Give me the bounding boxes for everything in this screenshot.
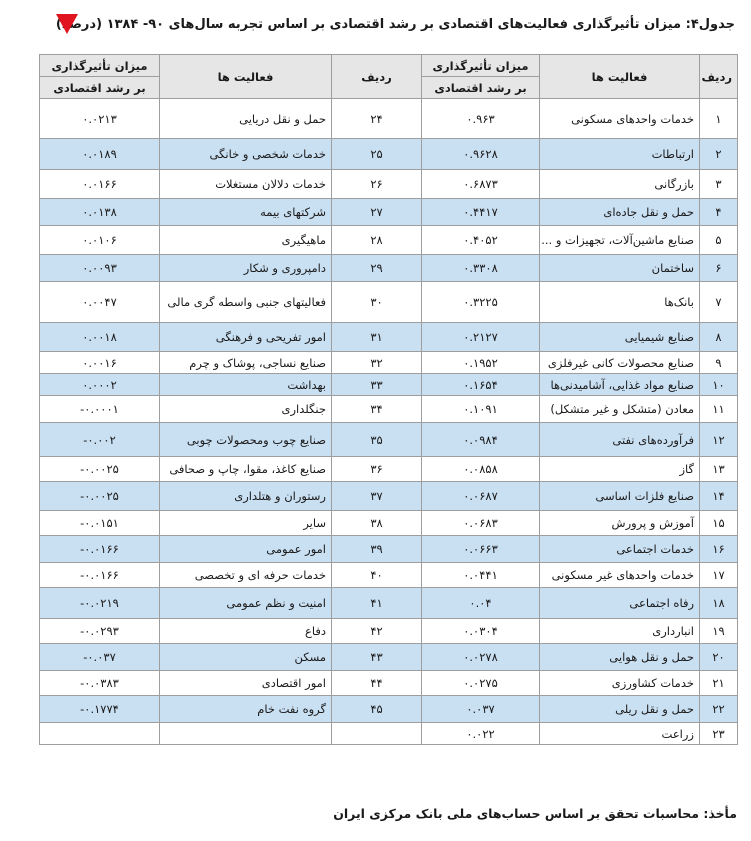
activity-left-cell: امنیت و نظم عمومی [160,588,332,619]
rank-left-cell: ۳۷ [332,482,422,511]
impact-left-cell: -۰.۰۰۰۱ [40,396,160,423]
rank-left-cell: ۴۴ [332,671,422,696]
rank-right-cell: ۵ [700,226,738,255]
activity-left-cell: امور اقتصادی [160,671,332,696]
rank-left-cell: ۳۴ [332,396,422,423]
activity-right-cell: صنایع فلزات اساسی [540,482,700,511]
impact-right-cell: ۰.۹۶۳ [422,99,540,139]
rank-right-cell: ۱۸ [700,588,738,619]
rank-right-cell: ۷ [700,282,738,323]
table-row [40,588,738,619]
impact-right-cell: ۰.۹۶۲۸ [422,139,540,170]
activity-left-cell: شرکتهای بیمه [160,199,332,226]
impact-left-cell: -۰.۱۷۷۴ [40,696,160,723]
impact-right-cell: ۰.۰۳۷ [422,696,540,723]
impact-left-cell: -۰.۰۳۸۳ [40,671,160,696]
activity-left-cell: گروه نفت خام [160,696,332,723]
activity-left-cell [160,723,332,745]
activity-left-cell: دفاع [160,619,332,644]
rank-left-cell: ۴۲ [332,619,422,644]
rank-right-cell: ۱۲ [700,423,738,457]
activity-left-cell: امور تفریحی و فرهنگی [160,323,332,352]
activity-right-cell: بانک‌ها [540,282,700,323]
header-impact-left-top: میزان تأثیرگذاری [40,55,160,77]
impact-right-cell: ۰.۱۰۹۱ [422,396,540,423]
activity-right-cell: حمل و نقل ریلی [540,696,700,723]
impact-left-cell: ۰.۰۱۶۶ [40,170,160,199]
table-row [40,536,738,563]
impact-right-cell: ۰.۱۹۵۲ [422,352,540,374]
impact-left-cell: ۰.۰۲۱۳ [40,99,160,139]
activity-left-cell: خدمات شخصی و خانگی [160,139,332,170]
impact-right-cell: ۰.۰۴ [422,588,540,619]
rank-left-cell: ۲۷ [332,199,422,226]
header-activity-left: فعالیت ها [160,55,332,99]
rank-left-cell: ۳۵ [332,423,422,457]
activity-right-cell: خدمات اجتماعی [540,536,700,563]
impact-right-cell: ۰.۲۱۲۷ [422,323,540,352]
impact-left-cell [40,723,160,745]
header-rank-right: ردیف [700,55,738,99]
rank-left-cell: ۴۳ [332,644,422,671]
rank-right-cell: ۴ [700,199,738,226]
impact-right-cell: ۰.۰۳۰۴ [422,619,540,644]
rank-left-cell: ۴۰ [332,563,422,588]
activity-right-cell: حمل و نقل هوایی [540,644,700,671]
activity-left-cell: حمل و نقل دریایی [160,99,332,139]
impact-right-cell: ۰.۰۶۶۳ [422,536,540,563]
activity-left-cell: مسکن [160,644,332,671]
activity-right-cell: حمل و نقل جاده‌ای [540,199,700,226]
header-impact-left-bottom: بر رشد اقتصادی [40,77,160,99]
activity-right-cell: معادن (متشکل و غیر متشکل) [540,396,700,423]
impact-table [39,54,738,745]
impact-left-cell: -۰.۰۲۹۳ [40,619,160,644]
activity-right-cell: زراعت [540,723,700,745]
activity-left-cell: صنایع چوب ومحصولات چوبی [160,423,332,457]
table-title: جدول۴: میزان تأثیرگذاری فعالیت‌های اقتصادی بر رشد اقتصادی بر اساس تجربه سال‌های ۹۰- ۱۳۸۴ (درصد) [55,17,735,32]
impact-right-cell: ۰.۳۲۲۵ [422,282,540,323]
rank-right-cell: ۲ [700,139,738,170]
activity-right-cell: آموزش و پرورش [540,511,700,536]
activity-right-cell: بازرگانی [540,170,700,199]
impact-left-cell: ۰.۰۱۳۸ [40,199,160,226]
impact-left-cell: ۰.۰۰۱۶ [40,352,160,374]
impact-left-cell: ۰.۰۱۰۶ [40,226,160,255]
table-row [40,696,738,723]
rank-right-cell: ۱۵ [700,511,738,536]
impact-right-cell: ۰.۰۲۷۵ [422,671,540,696]
header-impact-right-top: میزان تأثیرگذاری [422,55,540,77]
table-row [40,323,738,352]
activity-right-cell: گاز [540,457,700,482]
impact-right-cell: ۰.۴۴۱۷ [422,199,540,226]
activity-left-cell: جنگلداری [160,396,332,423]
table-row [40,139,738,170]
impact-left-cell: ۰.۰۰۰۲ [40,374,160,396]
impact-right-cell: ۰.۰۶۸۳ [422,511,540,536]
table-row [40,352,738,374]
activity-right-cell: رفاه اجتماعی [540,588,700,619]
rank-right-cell: ۶ [700,255,738,282]
impact-left-cell: ۰.۰۰۱۸ [40,323,160,352]
header-rank-left: ردیف [332,55,422,99]
impact-right-cell: ۰.۰۲۷۸ [422,644,540,671]
rank-left-cell: ۳۶ [332,457,422,482]
rank-right-cell: ۳ [700,170,738,199]
activity-left-cell: صنایع کاغذ، مقوا، چاپ و صحافی [160,457,332,482]
impact-left-cell: -۰.۰۳۷ [40,644,160,671]
header-activity-right: فعالیت ها [540,55,700,99]
activity-left-cell: فعالیتهای جنبی واسطه گری مالی [160,282,332,323]
rank-right-cell: ۱۷ [700,563,738,588]
impact-left-cell: -۰.۰۱۵۱ [40,511,160,536]
impact-left-cell: ۰.۰۰۴۷ [40,282,160,323]
impact-left-cell: -۰.۰۱۶۶ [40,536,160,563]
impact-right-cell: ۰.۴۰۵۲ [422,226,540,255]
table-row [40,671,738,696]
impact-right-cell: ۰.۰۲۲ [422,723,540,745]
rank-left-cell: ۳۹ [332,536,422,563]
rank-right-cell: ۸ [700,323,738,352]
impact-left-cell: ۰.۰۱۸۹ [40,139,160,170]
rank-right-cell: ۲۱ [700,671,738,696]
table-row [40,99,738,139]
table-row [40,423,738,457]
rank-left-cell: ۳۰ [332,282,422,323]
table-row [40,170,738,199]
table-row [40,644,738,671]
rank-right-cell: ۱۱ [700,396,738,423]
source-note: مأخذ: محاسبات تحقق بر اساس حساب‌های ملی بانک مرکزی ایران [333,806,737,821]
activity-left-cell: امور عمومی [160,536,332,563]
activity-left-cell: خدمات حرفه ای و تخصصی [160,563,332,588]
impact-left-cell: -۰.۰۰۲۵ [40,482,160,511]
activity-right-cell: ارتباطات [540,139,700,170]
rank-right-cell: ۱ [700,99,738,139]
rank-left-cell: ۲۴ [332,99,422,139]
activity-left-cell: خدمات دلالان مستغلات [160,170,332,199]
rank-left-cell: ۳۱ [332,323,422,352]
header-impact-right-bottom: بر رشد اقتصادی [422,77,540,99]
rank-right-cell: ۲۲ [700,696,738,723]
rank-right-cell: ۱۳ [700,457,738,482]
impact-right-cell: ۰.۰۸۵۸ [422,457,540,482]
rank-left-cell: ۲۸ [332,226,422,255]
table-row [40,199,738,226]
table-row [40,396,738,423]
impact-right-cell: ۰.۰۶۸۷ [422,482,540,511]
rank-left-cell [332,723,422,745]
impact-right-cell: ۰.۰۹۸۴ [422,423,540,457]
activity-right-cell: خدمات کشاورزی [540,671,700,696]
table-row [40,255,738,282]
activity-left-cell: سایر [160,511,332,536]
activity-left-cell: دامپروری و شکار [160,255,332,282]
rank-right-cell: ۱۰ [700,374,738,396]
rank-right-cell: ۲۳ [700,723,738,745]
impact-left-cell: ۰.۰۰۹۳ [40,255,160,282]
rank-left-cell: ۴۱ [332,588,422,619]
impact-left-cell: -۰.۰۲۱۹ [40,588,160,619]
rank-right-cell: ۲۰ [700,644,738,671]
activity-right-cell: صنایع شیمیایی [540,323,700,352]
rank-left-cell: ۲۵ [332,139,422,170]
impact-left-cell: -۰.۰۰۲ [40,423,160,457]
activity-left-cell: صنایع نساجی، پوشاک و چرم [160,352,332,374]
impact-right-cell: ۰.۳۳۰۸ [422,255,540,282]
activity-left-cell: بهداشت [160,374,332,396]
activity-right-cell: صنایع محصولات کانی غیرفلزی [540,352,700,374]
rank-left-cell: ۳۲ [332,352,422,374]
activity-right-cell: انبارداری [540,619,700,644]
table-row [40,457,738,482]
activity-left-cell: رستوران و هتلداری [160,482,332,511]
activity-right-cell: خدمات واحدهای مسکونی [540,99,700,139]
rank-left-cell: ۲۹ [332,255,422,282]
impact-right-cell: ۰.۱۶۵۴ [422,374,540,396]
activity-right-cell: ساختمان [540,255,700,282]
table-row [40,723,738,745]
table-row [40,374,738,396]
rank-left-cell: ۳۳ [332,374,422,396]
rank-right-cell: ۱۶ [700,536,738,563]
activity-right-cell: فرآورده‌های نفتی [540,423,700,457]
rank-right-cell: ۱۹ [700,619,738,644]
rank-right-cell: ۱۴ [700,482,738,511]
impact-right-cell: ۰.۰۴۴۱ [422,563,540,588]
rank-left-cell: ۴۵ [332,696,422,723]
impact-left-cell: -۰.۰۱۶۶ [40,563,160,588]
activity-right-cell: خدمات واحدهای غیر مسکونی [540,563,700,588]
activity-left-cell: ماهیگیری [160,226,332,255]
impact-left-cell: -۰.۰۰۲۵ [40,457,160,482]
rank-right-cell: ۹ [700,352,738,374]
impact-right-cell: ۰.۶۸۷۳ [422,170,540,199]
table-row [40,619,738,644]
activity-right-cell: صنایع مواد غذایی، آشامیدنی‌ها [540,374,700,396]
table-row [40,226,738,255]
table-row [40,482,738,511]
table-row [40,511,738,536]
red-triangle-marker-icon [56,14,78,34]
table-row [40,282,738,323]
table-row [40,563,738,588]
activity-right-cell: صنایع ماشین‌آلات، تجهیزات و ... [540,226,700,255]
rank-left-cell: ۳۸ [332,511,422,536]
rank-left-cell: ۲۶ [332,170,422,199]
